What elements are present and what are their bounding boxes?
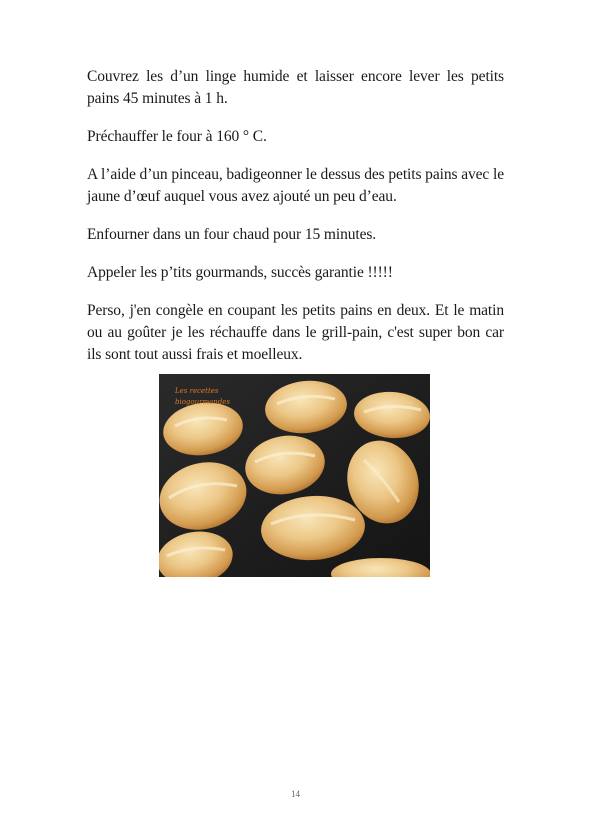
bread-rolls-photo bbox=[159, 374, 430, 577]
paragraph-serve: Appeler les p’tits gourmands, succès garantie !!!!! bbox=[87, 264, 393, 281]
recipe-text bbox=[87, 66, 504, 382]
paragraph-cover-dough: Couvrez les d’un linge humide et laisser encore lever les petits pains 45 minutes à 1 h. bbox=[87, 68, 504, 107]
photo-watermark: Les recettes biogourmandes bbox=[175, 387, 231, 406]
paragraph-bake: Enfourner dans un four chaud pour 15 minutes. bbox=[87, 226, 377, 243]
paragraph-freezing-tip: Perso, j'en congèle en coupant les petits pains en deux. Et le matin ou au goûter je les réchauffe dans le grill-pain, c'est super bon car ils sont tout aussi frais et moelleux. bbox=[87, 302, 504, 363]
paragraph-preheat-oven: Préchauffer le four à 160 ° C. bbox=[87, 128, 267, 145]
paragraph-egg-wash: A l’aide d’un pinceau, badigeonner le dessus des petits pains avec le jaune d’œuf auquel vous avez ajouté un peu d’eau. bbox=[87, 166, 504, 205]
page-number: 14 bbox=[291, 789, 300, 799]
